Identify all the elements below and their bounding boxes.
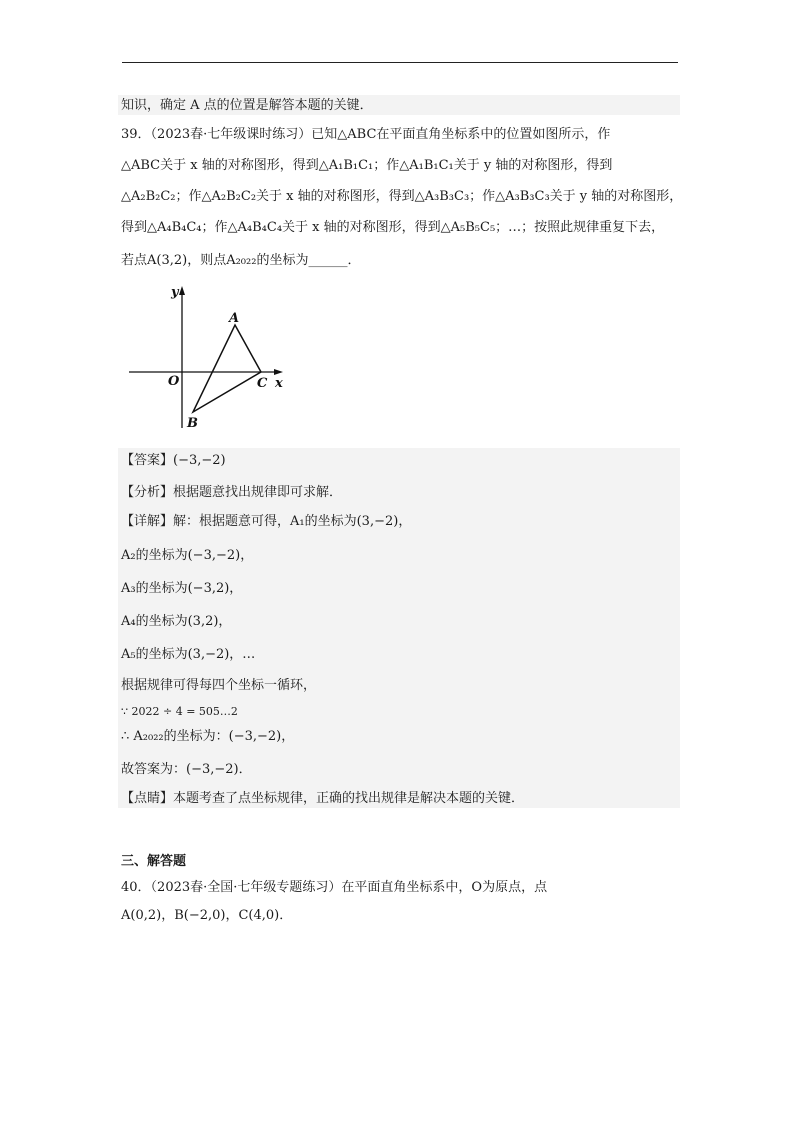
q40-stem-1: 在平面直角坐标系中，O为原点，点	[341, 880, 548, 895]
because-line: ∵ 2022 ÷ 4 = 505…2	[121, 705, 238, 718]
q40-line2: A(0,2)，B(−2,0)，C(4,0)．	[121, 908, 293, 923]
analysis-tag: 【分析】	[121, 485, 174, 500]
answer-tag: 【答案】	[121, 453, 174, 468]
detail-text: 解：根据题意可得，A₁的坐标为(3,−2)，	[173, 514, 412, 529]
cycle-line: 根据规律可得每四个坐标一循环，	[121, 678, 317, 693]
detail-tag: 【详解】	[121, 514, 174, 529]
a5-line: A₅的坐标为(3,−2)，…	[121, 647, 256, 662]
header-rule	[122, 62, 678, 63]
q40-line1	[121, 879, 547, 897]
point-a-label: A	[229, 311, 240, 326]
triangle-figure	[125, 280, 300, 440]
y-axis-arrow	[179, 286, 185, 295]
triangle-abc	[193, 325, 261, 412]
detail-line	[121, 513, 411, 531]
q39-number: 39．	[121, 127, 151, 142]
answer-value: (−3,−2)	[173, 453, 226, 468]
q39-stem-1: 已知△ABC在平面直角坐标系中的位置如图所示，作	[311, 127, 611, 142]
a3-line: A₃的坐标为(−3,2)，	[121, 581, 243, 596]
a4-line: A₄的坐标为(3,2)，	[121, 614, 232, 629]
q39-line2: △ABC关于 x 轴的对称图形，得到△A₁B₁C₁；作△A₁B₁C₁关于 y 轴的对称图形，得到	[121, 158, 613, 173]
point-b-label: B	[187, 416, 198, 431]
q39-source: （2023春·七年级课时练习）	[150, 127, 312, 142]
q39-line4: 得到△A₄B₄C₄；作△A₄B₄C₄关于 x 轴的对称图形，得到△A₅B₅C₅；…；按照此规律重复下去，	[121, 220, 665, 235]
q39-line1	[121, 126, 610, 144]
q39-line3: △A₂B₂C₂；作△A₂B₂C₂关于 x 轴的对称图形，得到△A₃B₃C₃；作△A₃B₃C₃关于 y 轴的对称图形，	[121, 189, 683, 204]
origin-label: O	[168, 374, 180, 389]
comment-tag: 【点睛】	[121, 791, 174, 806]
q40-number: 40．	[121, 880, 151, 895]
y-axis-label: y	[171, 285, 179, 300]
q40-source: （2023春·全国·七年级专题练习）	[150, 880, 342, 895]
comment-line	[121, 790, 524, 808]
comment-text: 本题考查了点坐标规律，正确的找出规律是解决本题的关键．	[173, 791, 525, 806]
x-axis-label: x	[275, 376, 283, 391]
a2-line: A₂的坐标为(−3,−2)，	[121, 548, 254, 563]
q39-line5: 若点A(3,2)，则点A₂₀₂₂的坐标为______．	[121, 253, 361, 268]
answer-line	[121, 452, 226, 470]
intro-line: 知识，确定 A 点的位置是解答本题的关键．	[121, 98, 373, 113]
section-heading: 三、解答题	[121, 854, 187, 869]
final-answer-line: 故答案为：(−3,−2)．	[121, 762, 252, 777]
x-axis-arrow	[274, 369, 283, 375]
analysis-text: 根据题意找出规律即可求解．	[173, 485, 343, 500]
analysis-line	[121, 484, 342, 502]
point-c-label: C	[257, 376, 268, 391]
therefore-line: ∴ A₂₀₂₂的坐标为：(−3,−2)，	[121, 729, 295, 744]
